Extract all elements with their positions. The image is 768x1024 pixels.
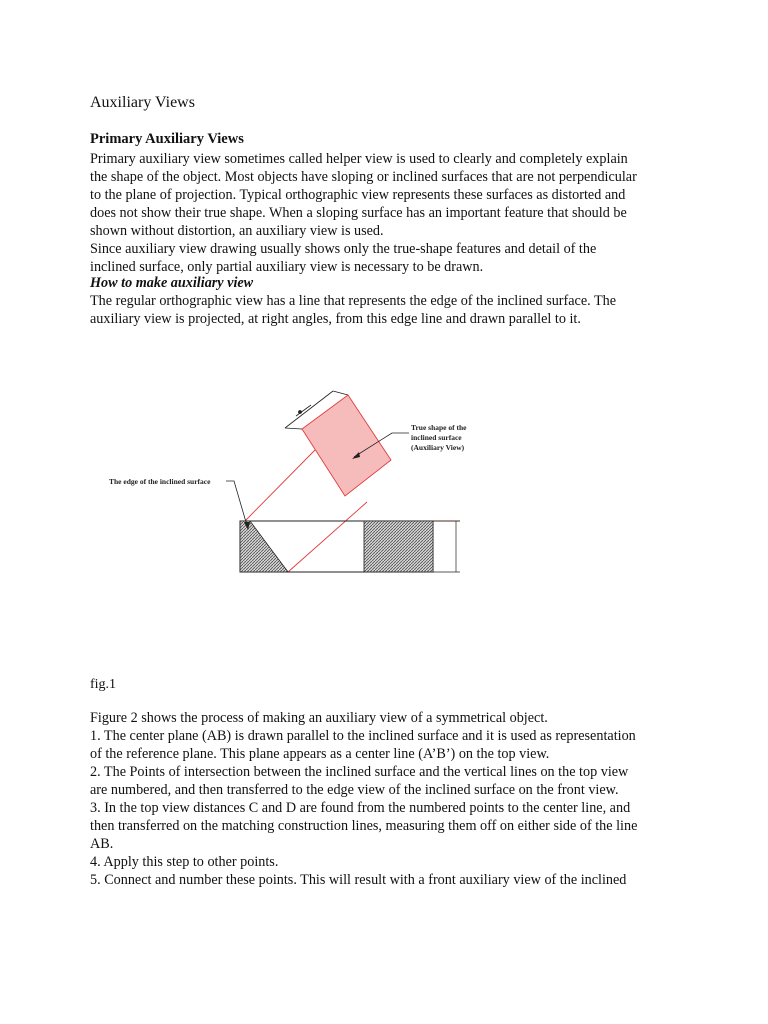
steps-paragraph — [90, 709, 680, 889]
how-to-paragraph — [90, 292, 680, 328]
true-shape-region — [302, 395, 391, 496]
intro-line: inclined surface, only partial auxiliary view is necessary to be drawn. — [90, 259, 484, 275]
steps-line: AB. — [90, 836, 114, 852]
steps-line: of the reference plane. This plane appears as a center line (A’B’) on the top view. — [90, 746, 550, 762]
steps-line: 1. The center plane (AB) is drawn parallel to the inclined surface and it is used as representation — [90, 728, 636, 744]
label-edge: The edge of the inclined surface — [109, 477, 211, 486]
intro-line: Since auxiliary view drawing usually shows only the true-shape features and detail of the — [90, 241, 597, 257]
intro-line: to the plane of projection. Typical orthographic view represents these surfaces as distorted and — [90, 187, 626, 203]
intro-paragraph — [90, 150, 680, 276]
projection-line — [245, 450, 315, 521]
intro-line: the shape of the object. Most objects have sloping or inclined surfaces that are not perpendicular — [90, 169, 637, 185]
intro-line: does not show their true shape. When a sloping surface has an important feature that should be — [90, 205, 627, 221]
steps-line: 3. In the top view distances C and D are found from the numbered points to the center line, and — [90, 800, 631, 816]
how-line: auxiliary view is projected, at right angles, from this edge line and drawn parallel to it. — [90, 311, 581, 327]
steps-line: then transferred on the matching construction lines, measuring them off on either side of the line — [90, 818, 638, 834]
figure-caption: fig.1 — [90, 677, 117, 692]
steps-line: 2. The Points of intersection between the inclined surface and the vertical lines on the top view — [90, 764, 629, 780]
auxiliary-view-figure — [100, 385, 480, 585]
steps-line: 4. Apply this step to other points. — [90, 854, 279, 870]
label-true-shape-line: inclined surface — [411, 433, 462, 442]
intro-line: shown without distortion, an auxiliary view is used. — [90, 223, 384, 239]
label-true-shape-line: (Auxiliary View) — [411, 443, 465, 452]
front-view — [240, 521, 460, 572]
how-line: The regular orthographic view has a line that represents the edge of the inclined surface. The — [90, 293, 617, 309]
how-to-subheading: How to make auxiliary view — [90, 275, 254, 291]
steps-line: 5. Connect and number these points. This will result with a front auxiliary view of the inclined — [90, 872, 627, 888]
label-true-shape-line: True shape of the — [411, 423, 467, 432]
hatched-section-left — [240, 521, 288, 572]
projection-line — [288, 502, 367, 572]
figure-drawing — [100, 385, 480, 585]
steps-line: are numbered, and then transferred to the edge view of the inclined surface on the front view. — [90, 782, 619, 798]
document-title: Auxiliary Views — [90, 94, 195, 111]
section-heading: Primary Auxiliary Views — [90, 131, 244, 147]
hatched-section-right — [364, 521, 433, 572]
intro-line: Primary auxiliary view sometimes called helper view is used to clearly and completely explain — [90, 151, 628, 167]
steps-line: Figure 2 shows the process of making an auxiliary view of a symmetrical object. — [90, 710, 548, 726]
